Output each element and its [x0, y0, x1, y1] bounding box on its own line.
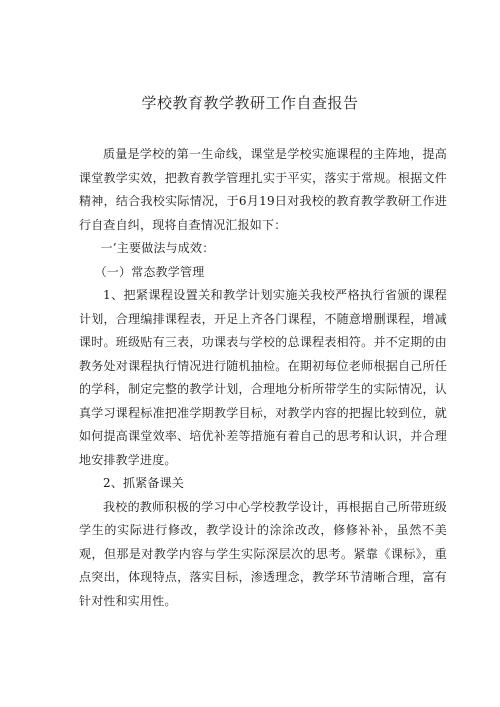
section-heading-sub: （一）常态教学管理	[94, 264, 205, 279]
document-body	[79, 143, 447, 613]
document-title: 学校教育教学教研工作自查报告	[141, 94, 359, 112]
intro-paragraph: 质量是学校的第一生命线，课堂是学校实施课程的主阵地，提高课堂教学实效，把教育教学管理扎实于平实，落实于常规。根据文件精神，结合我校实际情况，于6月19日对我校的教育教学教研工作进行自查自纠，现将自查情况汇报如下：	[79, 147, 447, 232]
item1-paragraph: 1、把紧课程设置关和教学计划实施关我校严格执行省颁的课程计划，合理编排课程表，开足上齐各门课程，不随意增删课程，增减课时。班级贴有三表，功课表与学校的总课程表相符。并不定期的由教务处对课程执行情况进行随机抽检。在期初每位老师根据自己所任的学科，制定完整的教学计划，合理地分析所带学生的实际情况，认真学习课程标准把准学期教学目标，对教学内容的把握比较到位，就如何提高课堂效率、培优补差等措施有着自己的思考和认识，并合理地安排教学进度。	[79, 288, 447, 467]
section-heading-main: 一’主要做法与成效：	[100, 241, 215, 255]
item2-paragraph: 我校的教师积极的学习中心学校教学设计，再根据自己所带班级学生的实际进行修改，教学设计的涂涂改改，修修补补，虽然不美观，但那是对教学内容与学生实际深层次的思考。紧靠《课标》，重点突出，体现特点，落实目标，渗透理念，教学环节清晰合理，富有针对性和实用性。	[79, 499, 447, 608]
item2-heading: 2、抓紧备课关	[103, 476, 185, 490]
